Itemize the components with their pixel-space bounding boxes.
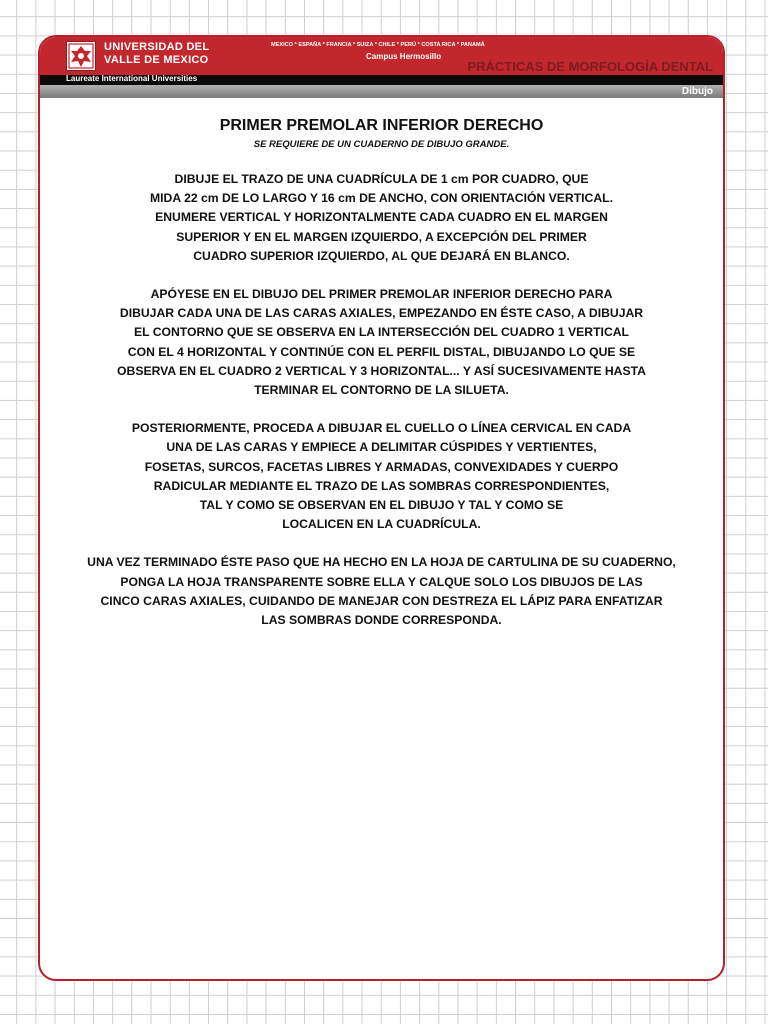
paragraph-line: UNA DE LAS CARAS Y EMPIECE A DELIMITAR CÚSPIDES Y VERTIENTES,: [166, 440, 597, 455]
network-label: Laureate International Universities: [66, 74, 198, 83]
paragraph-line: LOCALICEN EN LA CUADRÍCULA.: [282, 517, 481, 532]
paragraph-line: CON EL 4 HORIZONTAL Y CONTINÚE CON EL PERFIL DISTAL, DIBUJANDO LO QUE SE: [127, 344, 636, 359]
paragraph-line: FOSETAS, SURCOS, FACETAS LIBRES Y ARMADAS, CONVEXIDADES Y CUERPO: [144, 459, 619, 474]
section-label: Dibujo: [681, 86, 713, 97]
paragraph-line: CINCO CARAS AXIALES, CUIDANDO DE MANEJAR CON DESTREZA EL LÁPIZ PARA ENFATIZAR: [100, 593, 663, 608]
paragraph-line: RADICULAR MEDIANTE EL TRAZO DE LAS SOMBRAS CORRESPONDIENTES,: [153, 478, 610, 493]
paragraph-line: POSTERIORMENTE, PROCEDA A DIBUJAR EL CUELLO O LÍNEA CERVICAL EN CADA: [131, 421, 632, 436]
practice-title: PRÁCTICAS DE MORFOLOGÍA DENTAL: [467, 59, 713, 74]
paragraph-line: MIDA 22 cm DE LO LARGO Y 16 cm DE ANCHO, CON ORIENTACIÓN VERTICAL.: [150, 191, 613, 206]
document-subtitle: SE REQUIERE DE UN CUADERNO DE DIBUJO GRANDE.: [253, 139, 510, 150]
paragraph-line: OBSERVA EN EL CUADRO 2 VERTICAL Y 3 HORIZONTAL... Y ASÍ SUCESIVAMENTE HASTA: [117, 363, 646, 378]
paragraph-line: CUADRO SUPERIOR IZQUIERDO, AL QUE DEJARÁ EN BLANCO.: [193, 248, 570, 263]
paragraph-line: SUPERIOR Y EN EL MARGEN IZQUIERDO, A EXCEPCIÓN DEL PRIMER: [176, 229, 587, 244]
university-crest-icon: [66, 41, 96, 71]
paragraph-line: DIBUJAR CADA UNA DE LAS CARAS AXIALES, EMPEZANDO EN ÉSTE CASO, A DIBUJAR: [119, 306, 644, 321]
university-name: [104, 41, 209, 67]
paragraph-line: ENUMERE VERTICAL Y HORIZONTALMENTE CADA CUADRO EN EL MARGEN: [155, 210, 608, 225]
document-body: [40, 116, 723, 630]
instruction-paragraph-2: [40, 285, 723, 400]
paragraph-line: TERMINAR EL CONTORNO DE LA SILUETA.: [254, 383, 509, 398]
paragraph-line: DIBUJE EL TRAZO DE UNA CUADRÍCULA DE 1 cm POR CUADRO, QUE: [174, 172, 589, 186]
document-title: PRIMER PREMOLAR INFERIOR DERECHO: [219, 117, 544, 134]
countries-list: MEXICO * ESPAÑA * FRANCIA * SUIZA * CHILE * PERÚ * COSTA RICA * PANAMÁ: [271, 42, 485, 48]
paragraph-line: UNA VEZ TERMINADO ÉSTE PASO QUE HA HECHO EN LA HOJA DE CARTULINA DE SU CUADERNO,: [87, 555, 676, 570]
university-name-line1: UNIVERSIDAD DEL: [104, 41, 210, 53]
university-name-line2: VALLE DE MEXICO: [104, 54, 209, 66]
document-page: [38, 35, 725, 981]
instruction-paragraph-1: [40, 170, 723, 266]
instruction-paragraph-3: [40, 419, 723, 534]
paragraph-line: EL CONTORNO QUE SE OBSERVA EN LA INTERSECCIÓN DEL CUADRO 1 VERTICAL: [133, 325, 629, 340]
paragraph-line: LAS SOMBRAS DONDE CORRESPONDA.: [261, 613, 502, 628]
header-gray-bar: [40, 85, 723, 98]
paragraph-line: PONGA LA HOJA TRANSPARENTE SOBRE ELLA Y CALQUE SOLO LOS DIBUJOS DE LAS: [120, 574, 643, 589]
campus-name: Campus Hermosillo: [366, 52, 442, 61]
paragraph-line: TAL Y COMO SE OBSERVAN EN EL DIBUJO Y TAL Y COMO SE: [199, 498, 564, 513]
paragraph-line: APÓYESE EN EL DIBUJO DEL PRIMER PREMOLAR INFERIOR DERECHO PARA: [150, 287, 613, 302]
instruction-paragraph-4: [40, 553, 723, 630]
